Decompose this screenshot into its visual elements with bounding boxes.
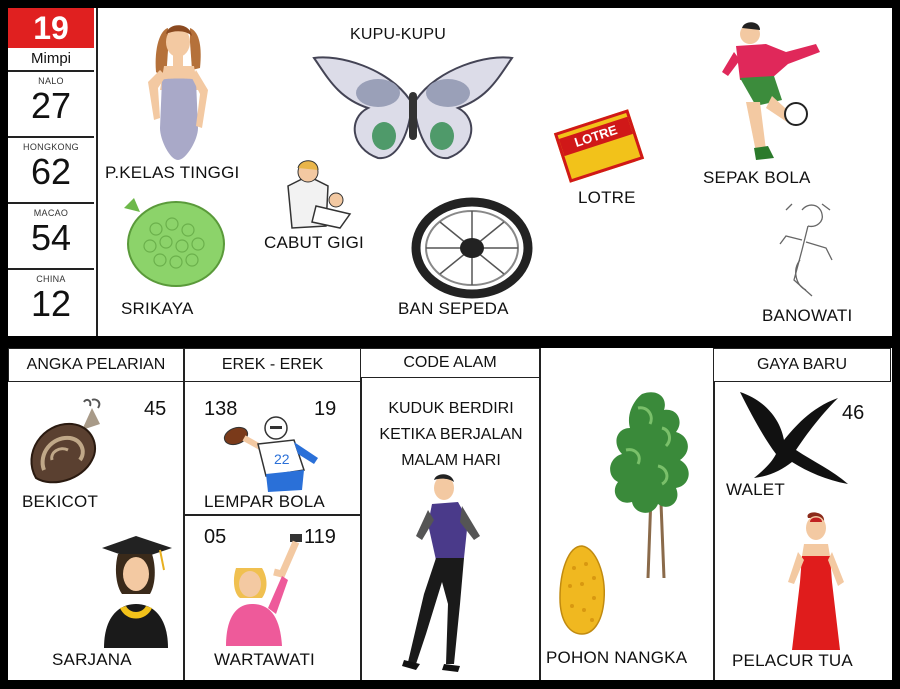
- market-nalo: [8, 72, 94, 138]
- top-panel: [8, 8, 892, 336]
- market-name: MACAO: [33, 208, 69, 218]
- label-pelacur-tua: PELACUR TUA: [732, 651, 853, 670]
- erek-top-right-number: 19: [314, 398, 337, 420]
- lotre-ticket-text: LOTRE: [559, 117, 633, 156]
- erek-bottom-left-number: 05: [204, 526, 227, 548]
- label-pohon-nangka: POHON NANGKA: [546, 648, 688, 667]
- divider: [185, 514, 360, 516]
- jackfruit-tree-illustration: [608, 388, 708, 578]
- swallow-bird-illustration: [734, 388, 850, 488]
- market-number: 27: [30, 85, 72, 126]
- market-macao: [8, 204, 94, 270]
- label-srikaya: SRIKAYA: [121, 299, 194, 318]
- market-china: [8, 270, 94, 336]
- bottom-panel: [8, 348, 892, 680]
- code-line: KETIKA BERJALAN: [379, 426, 523, 443]
- header-gaya-baru: GAYA BARU: [713, 348, 891, 382]
- gaya-baru-number: 46: [842, 402, 865, 424]
- date-badge: 19: [8, 8, 94, 48]
- label-bekicot: BEKICOT: [22, 492, 99, 511]
- market-name: NALO: [38, 76, 64, 86]
- market-number: 54: [30, 217, 72, 258]
- football-player-illustration: [716, 22, 836, 172]
- bicycle-wheel-illustration: [412, 198, 532, 298]
- srikaya-illustration: [116, 194, 231, 289]
- label-lotre: LOTRE: [578, 188, 636, 207]
- quarterback-illustration: [218, 414, 328, 494]
- erek-bottom-right-number: 119: [304, 526, 336, 548]
- header-erek-erek: EREK - EREK: [184, 348, 361, 382]
- header-angka-pelarian: ANGKA PELARIAN: [8, 348, 184, 382]
- graduate-illustration: [96, 534, 176, 648]
- lotre-ticket: [554, 109, 644, 183]
- svg-text:22: 22: [274, 451, 290, 467]
- market-hongkong: [8, 138, 94, 204]
- market-name: HONGKONG: [23, 142, 79, 152]
- label-wartawati: WARTAWATI: [214, 650, 315, 669]
- woman-illustration: [138, 20, 228, 165]
- code-line: KUDUK BERDIRI: [388, 400, 514, 417]
- header-code-alam: CODE ALAM: [360, 348, 540, 378]
- erek-top-left-number: 138: [204, 398, 238, 420]
- market-name: CHINA: [36, 274, 66, 284]
- label-lempar-bola: LEMPAR BOLA: [204, 492, 325, 511]
- label-p-kelas-tinggi: P.KELAS TINGGI: [105, 163, 240, 182]
- dentist-illustration: [278, 156, 358, 236]
- reporter-illustration: [216, 534, 316, 646]
- label-ban-sepeda: BAN SEPEDA: [398, 299, 509, 318]
- jackfruit-illustration: [556, 544, 608, 636]
- butterfly-illustration: [308, 48, 518, 163]
- date-caption: Mimpi: [8, 48, 94, 72]
- code-alam-text: [362, 396, 540, 474]
- code-line: MALAM HARI: [401, 452, 501, 469]
- label-sepak-bola: SEPAK BOLA: [703, 168, 811, 187]
- market-column: [8, 8, 98, 336]
- label-cabut-gigi: CABUT GIGI: [264, 233, 364, 252]
- label-sarjana: SARJANA: [52, 650, 132, 669]
- label-walet: WALET: [726, 480, 785, 499]
- market-number: 12: [30, 283, 72, 324]
- banowati-illustration: [772, 200, 842, 300]
- label-banowati: BANOWATI: [762, 306, 853, 325]
- pelarian-number: 45: [144, 398, 167, 420]
- walking-man-illustration: [402, 474, 502, 674]
- snail-illustration: [22, 394, 122, 494]
- market-number: 62: [30, 151, 72, 192]
- divider: [713, 348, 715, 680]
- label-kupu-kupu: KUPU-KUPU: [350, 26, 447, 43]
- lady-red-dress-illustration: [774, 512, 864, 652]
